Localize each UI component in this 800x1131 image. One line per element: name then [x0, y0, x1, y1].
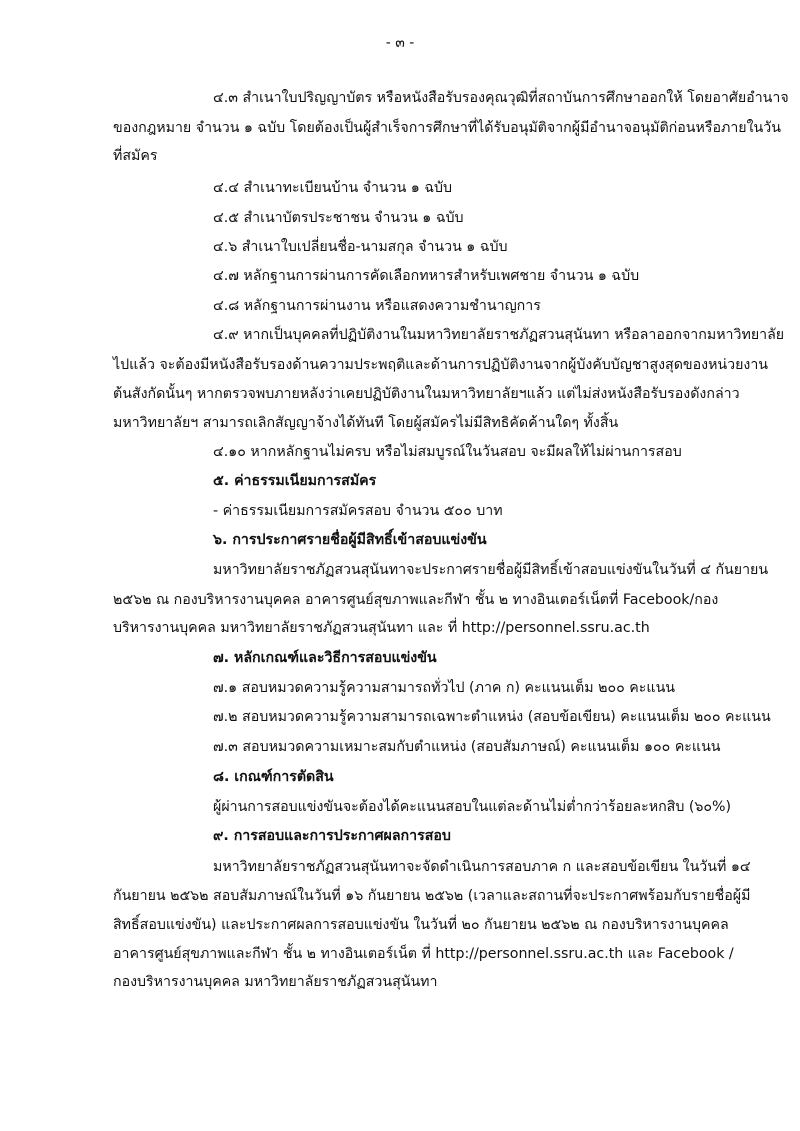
item-4-9-line-2: ไปแล้ว จะต้องมีหนังสือรับรองด้านความประพฤติและด้านการปฏิบัติงานจากผู้บังคับบัญชาสูงสุดของหน่วยงาน [113, 357, 769, 373]
item-4-9-line-4: มหาวิทยาลัยฯ สามารถเลิกสัญญาจ้างได้ทันที โดยผู้สมัครไม่มีสิทธิคัดค้านใดๆ ทั้งสิ้น [113, 415, 619, 431]
item-4-7: ๔.๗ หลักฐานการผ่านการคัดเลือกทหารสำหรับเพศชาย จำนวน ๑ ฉบับ [213, 268, 640, 284]
item-4-3-line-2: ของกฎหมาย จำนวน ๑ ฉบับ โดยต้องเป็นผู้สำเร็จการศึกษาที่ได้รับอนุมัติจากผู้มีอำนาจอนุมัติก่อนหรือภายในวัน [113, 120, 781, 136]
item-5-fee: - ค่าธรรมเนียมการสมัครสอบ จำนวน ๕๐๐ บาท [213, 503, 503, 519]
section-5-heading: ๕. ค่าธรรมเนียมการสมัคร [213, 473, 377, 489]
item-4-4: ๔.๔ สำเนาทะเบียนบ้าน จำนวน ๑ ฉบับ [213, 180, 452, 196]
section-7-heading: ๗. หลักเกณฑ์และวิธีการสอบแข่งขัน [213, 650, 437, 666]
section-6-line-2: ๒๕๖๒ ณ กองบริหารงานบุคคล อาคารศูนย์สุขภาพและกีฬา ชั้น ๒ ทางอินเตอร์เน็ตที่ Facebook/กอง [113, 592, 719, 608]
section-9-line-2: กันยายน ๒๕๖๒ สอบสัมภาษณ์ในวันที่ ๑๖ กันยายน ๒๕๖๒ (เวลาและสถานที่จะประกาศพร้อมกับรายชื่อผู้มี [113, 888, 751, 904]
item-7-2: ๗.๒ สอบหมวดความรู้ความสามารถเฉพาะตำแหน่ง (สอบข้อเขียน) คะแนนเต็ม ๒๐๐ คะแนน [213, 709, 771, 725]
item-7-1: ๗.๑ สอบหมวดความรู้ความสามารถทั่วไป (ภาค ก) คะแนนเต็ม ๒๐๐ คะแนน [213, 680, 675, 696]
item-4-6: ๔.๖ สำเนาใบเปลี่ยนชื่อ-นามสกุล จำนวน ๑ ฉบับ [213, 239, 508, 255]
section-8-heading: ๘. เกณฑ์การตัดสิน [213, 769, 334, 785]
item-4-3-line-1: ๔.๓ สำเนาใบปริญญาบัตร หรือหนังสือรับรองคุณวุฒิที่สถาบันการศึกษาออกให้ โดยอาศัยอำนาจ [213, 90, 789, 106]
item-4-9-line-3: ต้นสังกัดนั้นๆ หากตรวจพบภายหลังว่าเคยปฏิบัติงานในมหาวิทยาลัยฯแล้ว แต่ไม่ส่งหนังสือรับรองดังกล่าว [113, 386, 740, 402]
section-6-heading: ๖. การประกาศรายชื่อผู้มีสิทธิ์เข้าสอบแข่งขัน [213, 532, 487, 548]
page-number: - ๓ - [385, 35, 415, 51]
section-6-line-3: บริหารงานบุคคล มหาวิทยาลัยราชภัฏสวนสุนันทา และ ที่ http://personnel.ssru.ac.th [113, 620, 650, 636]
item-4-10: ๔.๑๐ หากหลักฐานไม่ครบ หรือไม่สมบูรณ์ในวันสอบ จะมีผลให้ไม่ผ่านการสอบ [213, 444, 682, 460]
item-7-3: ๗.๓ สอบหมวดความเหมาะสมกับตำแหน่ง (สอบสัมภาษณ์) คะแนนเต็ม ๑๐๐ คะแนน [213, 739, 721, 755]
item-4-3-line-3: ที่สมัคร [113, 148, 158, 164]
item-4-9-line-1: ๔.๙ หากเป็นบุคคลที่ปฏิบัติงานในมหาวิทยาลัยราชภัฏสวนสุนันทา หรือลาออกจากมหาวิทยาลัย [213, 327, 785, 343]
section-9-line-3: สิทธิ์สอบแข่งขัน) และประกาศผลการสอบแข่งขัน ในวันที่ ๒๐ กันยายน ๒๕๖๒ ณ กองบริหารงานบุคคล [113, 917, 729, 933]
item-4-8: ๔.๘ หลักฐานการผ่านงาน หรือแสดงความชำนาญการ [213, 298, 541, 314]
item-4-5: ๔.๕ สำเนาบัตรประชาชน จำนวน ๑ ฉบับ [213, 210, 464, 226]
section-9-line-4: อาคารศูนย์สุขภาพและกีฬา ชั้น ๒ ทางอินเตอร์เน็ต ที่ http://personnel.ssru.ac.th และ Facebook / [113, 946, 734, 962]
section-8-text: ผู้ผ่านการสอบแข่งขันจะต้องได้คะแนนสอบในแต่ละด้านไม่ต่ำกว่าร้อยละหกสิบ (๖๐%) [213, 799, 732, 815]
section-6-line-1: มหาวิทยาลัยราชภัฏสวนสุนันทาจะประกาศรายชื่อผู้มีสิทธิ์เข้าสอบแข่งขันในวันที่ ๔ กันยายน [213, 562, 769, 578]
section-9-heading: ๙. การสอบและการประกาศผลการสอบ [213, 828, 451, 844]
section-9-line-1: มหาวิทยาลัยราชภัฏสวนสุนันทาจะจัดดำเนินการสอบภาค ก และสอบข้อเขียน ในวันที่ ๑๔ [213, 859, 751, 875]
section-9-line-5: กองบริหารงานบุคคล มหาวิทยาลัยราชภัฏสวนสุนันทา [113, 974, 438, 990]
